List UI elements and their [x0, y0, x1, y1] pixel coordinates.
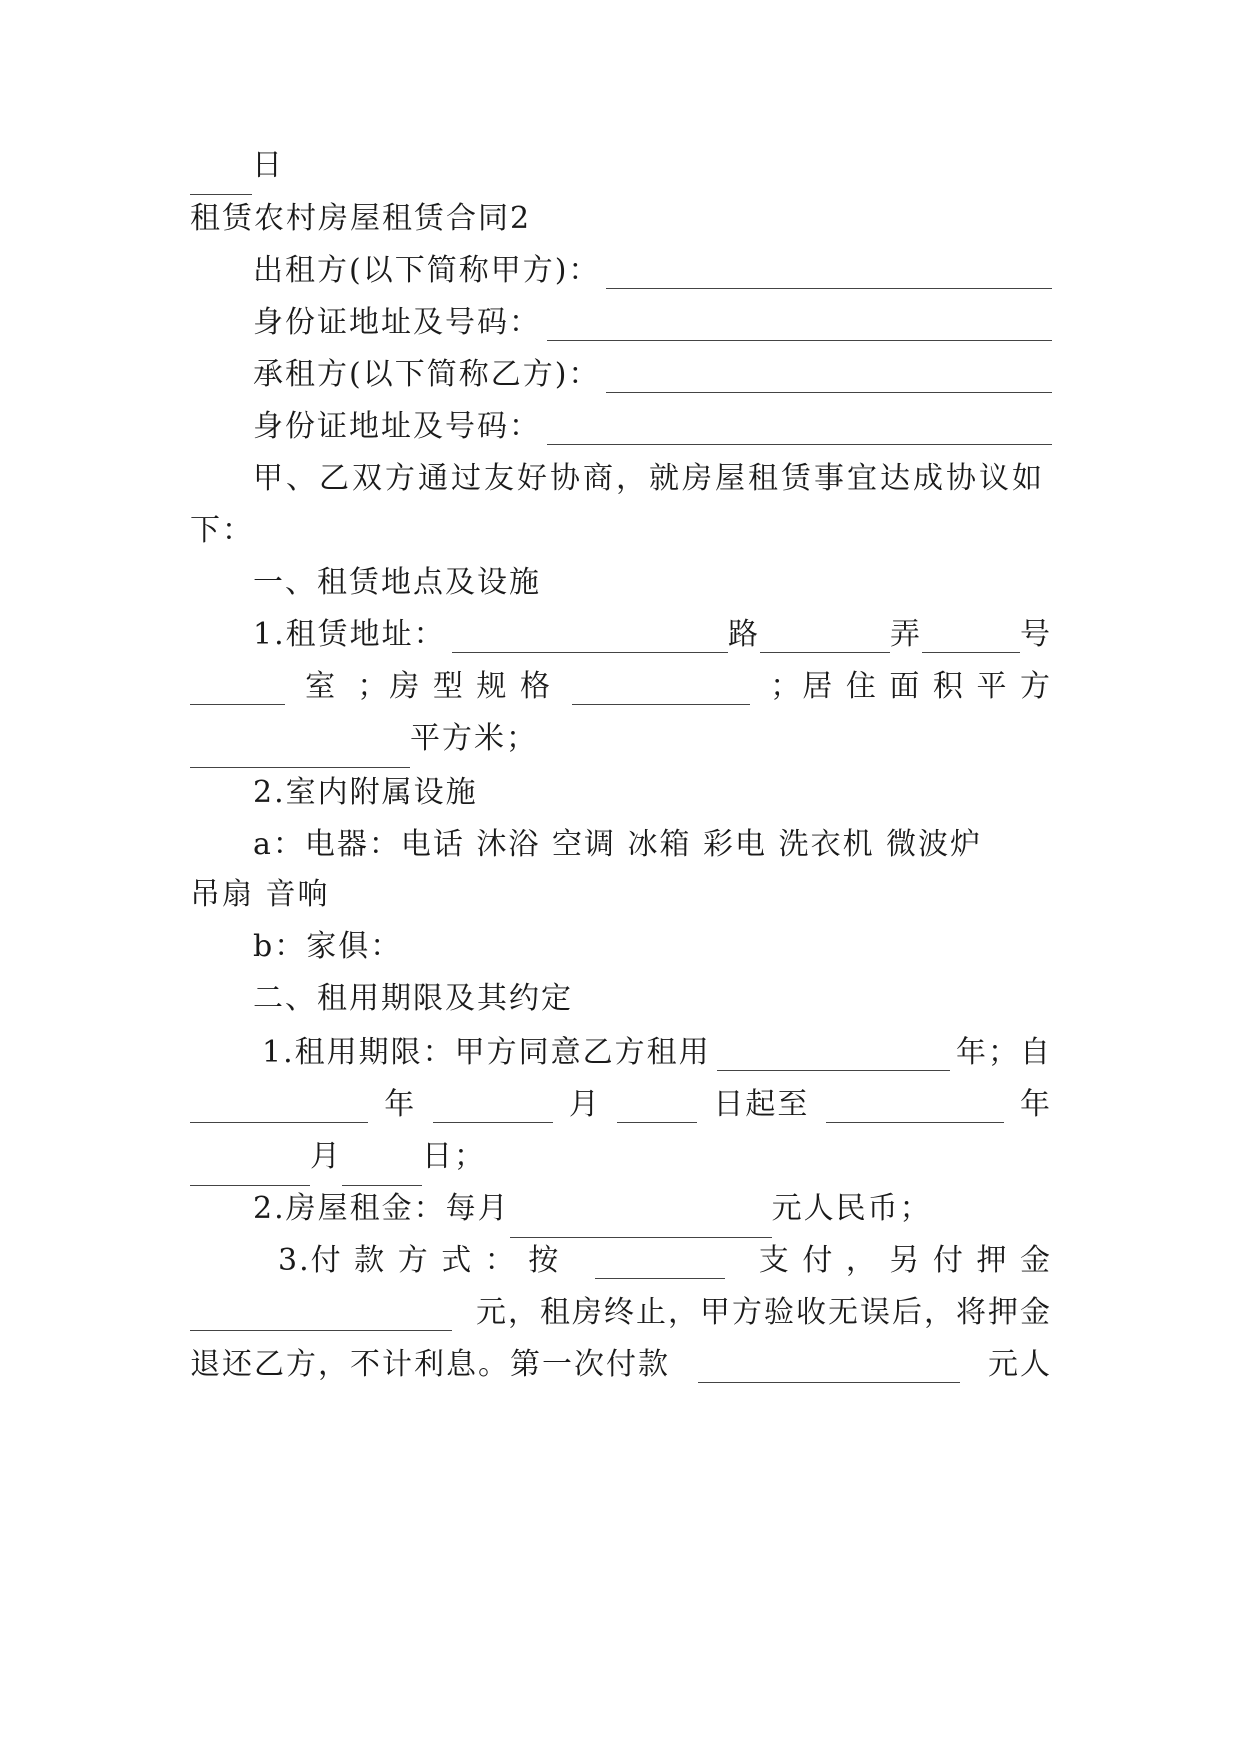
lane-blank: [760, 618, 890, 653]
lessor-line: [253, 242, 1052, 300]
section2-title: 二、租用期限及其约定: [253, 981, 573, 1016]
start-month-blank: [433, 1088, 553, 1123]
deposit-blank: [190, 1296, 452, 1331]
first-pay-unit-text: 元人: [988, 1347, 1052, 1382]
term-years-blank: [717, 1036, 950, 1071]
lessee-label: 承租方(以下简称乙方)：: [253, 357, 601, 392]
end-date-line: [190, 1128, 1052, 1186]
lessee-id-label: 身份证地址及号码：: [253, 409, 541, 444]
contract-title: 租赁农村房屋租赁合同2: [190, 201, 532, 236]
end-year-blank: [826, 1088, 1004, 1123]
area-blank: [190, 733, 410, 768]
lessee-id-line: [253, 398, 1052, 456]
month-end-text: 月: [310, 1139, 342, 1174]
payment-pay-text: 支 付 ， 另 付 押 金: [758, 1243, 1052, 1278]
refund-text: 退还乙方，不计利息。第一次付款: [190, 1347, 670, 1382]
deposit-text: 元，租房终止，甲方验收无误后，将押金: [476, 1295, 1052, 1330]
area-line: [190, 710, 1052, 768]
term-label: 1.租用期限：甲方同意乙方租用: [262, 1035, 711, 1070]
term-year-from-text: 年；自: [956, 1035, 1052, 1070]
section1-title: 一、租赁地点及设施: [253, 565, 541, 600]
lane-text: 弄: [890, 617, 922, 652]
payment-method-blank: [595, 1244, 725, 1279]
room-text: 室: [305, 669, 338, 704]
start-year-blank: [190, 1088, 368, 1123]
lessor-blank: [606, 254, 1052, 289]
lessor-id-label: 身份证地址及号码：: [253, 305, 541, 340]
first-payment-blank: [698, 1348, 960, 1383]
rent-label: 2.房屋租金：每月: [253, 1191, 510, 1226]
number-blank: [922, 618, 1020, 653]
appliances-line-2: 吊扇 音响: [190, 877, 330, 912]
rent-line: [253, 1180, 1052, 1238]
lessee-blank: [606, 358, 1052, 393]
day-text: 日: [252, 148, 284, 183]
furniture-line: b：家俱：: [253, 929, 403, 964]
rent-unit-text: 元人民币；: [771, 1191, 932, 1226]
intro-line-2: 下：: [190, 513, 254, 548]
start-day-blank: [617, 1088, 697, 1123]
payment-label: 3.付 款 方 式 ： 按: [278, 1243, 561, 1278]
lessor-label: 出租方(以下简称甲方)：: [253, 253, 601, 288]
refund-line: [190, 1336, 1052, 1394]
day-line: [190, 137, 1052, 195]
day-end-text: 日；: [422, 1139, 486, 1174]
year-end-text: 年: [1019, 1087, 1052, 1122]
term-line: [262, 1024, 1052, 1082]
road-text: 路: [728, 617, 760, 652]
intro-line-1: 甲、乙双方通过友好协商，就房屋租赁事宜达成协议如: [253, 461, 1045, 496]
payment-line: [278, 1232, 1052, 1290]
appliances-line-1: a：电器：电话 沐浴 空调 冰箱 彩电 洗衣机 微波炉: [253, 827, 983, 862]
month-text: 月: [568, 1087, 601, 1122]
term-dates-line: [190, 1076, 1052, 1134]
room-type-text: ；房 型 规 格: [357, 669, 552, 704]
room-blank: [190, 670, 285, 705]
deposit-line: [190, 1284, 1052, 1342]
lessee-line: [253, 346, 1052, 404]
lessor-id-line: [253, 294, 1052, 352]
lessee-id-blank: [547, 410, 1052, 445]
day-from-text: 日起至: [713, 1087, 810, 1122]
facilities-title: 2.室内附属设施: [253, 775, 478, 810]
room-line: [190, 658, 1052, 716]
sqm-text: 平方米；: [410, 721, 538, 756]
address-label: 1.租赁地址：: [253, 617, 446, 652]
lessor-id-blank: [547, 306, 1052, 341]
living-area-text: ；居 住 面 积 平 方: [770, 669, 1052, 704]
year-text: 年: [384, 1087, 417, 1122]
room-type-blank: [572, 670, 750, 705]
road-blank: [452, 618, 728, 653]
number-text: 号: [1020, 617, 1052, 652]
address-line: [253, 606, 1052, 664]
